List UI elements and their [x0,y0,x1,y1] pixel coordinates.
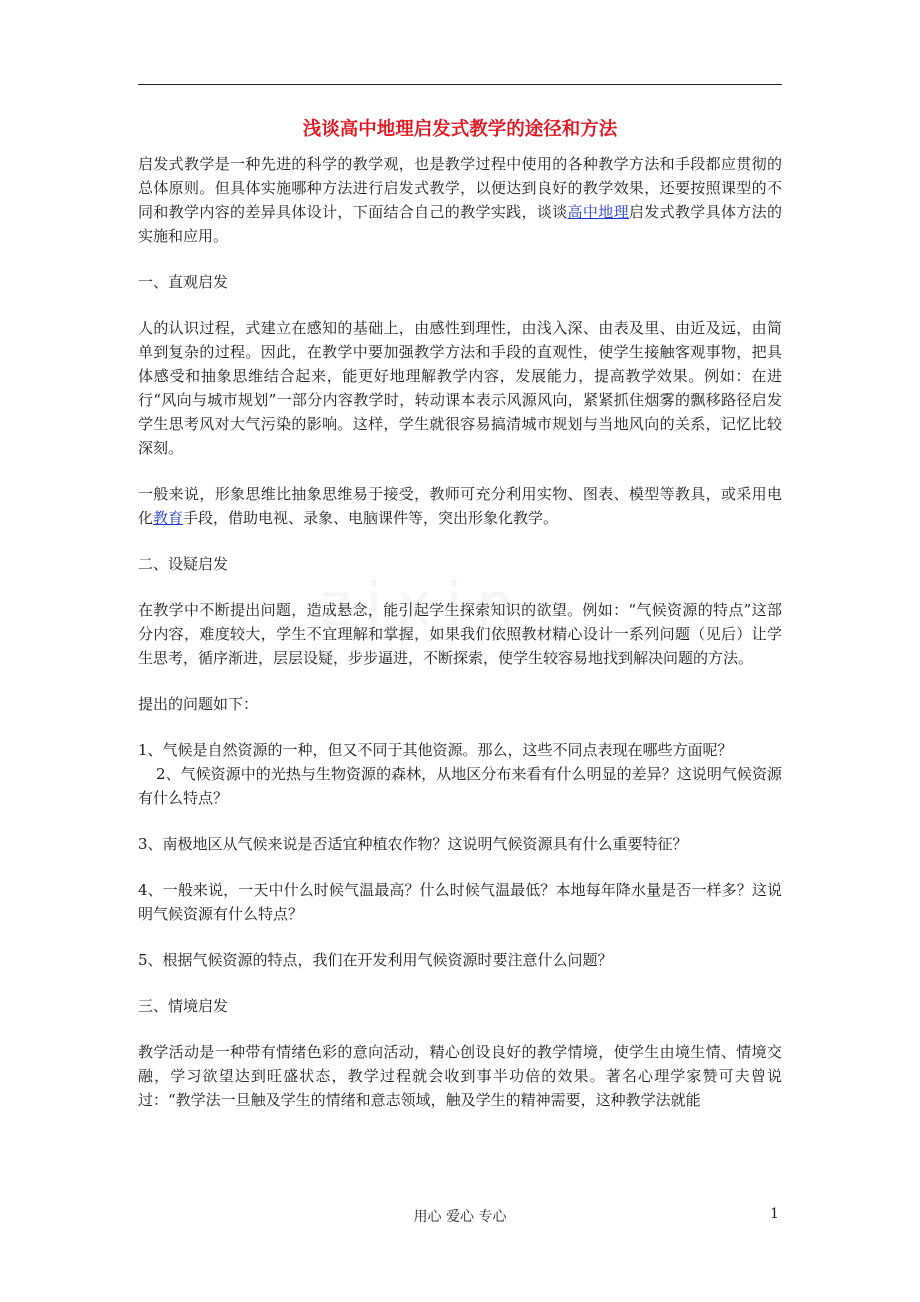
section1-paragraph-1: 人的认识过程，式建立在感知的基础上，由感性到理性，由浅入深、由表及里、由近及远，由简单到复杂的过程。因此，在教学中要加强教学方法和手段的直观性，使学生接触客观事物，把具体感受和抽象思维结合起来，能更好地理解教学内容，发展能力，提高教学效果。例如：在进行“风向与城市规划”一部分内容教学时，转动课本表示风源风向，紧紧抓住烟雾的飘移路径启发学生思考风对大气污染的影响。这样，学生就很容易搞清城市规划与当地风向的关系，记忆比较深刻。 [138,319,782,457]
section-heading-1: 一、直观启发 [138,273,229,291]
intro-paragraph: 启发式教学是一种先进的科学的教学观，也是教学过程中使用的各种教学方法和手段都应贯彻的总体原则。但具体实施哪种方法进行启发式教学，以便达到良好的教学效果，还要按照课型的不同和教学内容的差异具体设计，下面结合自己的教学实践，谈谈高中地理启发式教学具体方法的实施和应用。 [138,155,782,245]
question-2: 2、气候资源中的光热与生物资源的森林，从地区分布来看有什么明显的差异？这说明气候资源有什么特点？ [138,765,782,807]
section3-paragraph-1: 教学活动是一种带有情绪色彩的意向活动，精心创设良好的教学情境，使学生由境生情、情境交融，学习欲望达到旺盛状态，教学过程就会收到事半功倍的效果。著名心理学家赞可夫曾说过：“教学法一旦触及学生的情绪和意志领域，触及学生的精神需要，这种教学法就能 [138,1043,782,1109]
section-heading-2: 二、设疑启发 [138,555,229,573]
section2-paragraph-1: 在教学中不断提出问题，造成悬念，能引起学生探索知识的欲望。例如：“气候资源的特点”这部分内容，难度较大，学生不宜理解和掌握，如果我们依照教材精心设计一系列问题（见后）让学生思考，循序渐进，层层设疑，步步逼进，不断探索，使学生较容易地找到解决问题的方法。 [138,601,782,667]
question-5: 5、根据气候资源的特点，我们在开发利用气候资源时要注意什么问题？ [138,951,613,969]
page-number: 1 [770,1206,779,1222]
section1-paragraph-2: 一般来说，形象思维比抽象思维易于接受，教师可充分利用实物、图表、模型等教具，或采用电化教育手段，借助电视、录象、电脑课件等，突出形象化教学。 [138,485,782,527]
intro-link[interactable]: 高中地理 [567,203,629,221]
header-rule [138,84,782,85]
section-heading-3: 三、情境启发 [138,997,229,1015]
question-4: 4、一般来说，一天中什么时候气温最高？什么时候气温最低？本地每年降水量是否一样多？这说明气候资源有什么特点？ [138,881,782,923]
document-title: 浅谈高中地理启发式教学的途径和方法 [302,119,618,140]
questions-intro: 提出的问题如下： [138,695,259,713]
document-body [138,118,782,1112]
footer-motto: 用心 爱心 专心 [413,1209,507,1225]
education-link[interactable]: 教育 [153,509,184,527]
question-1: 1、气候是自然资源的一种，但又不同于其他资源。那么，这些不同点表现在哪些方面呢？ [138,741,733,759]
question-3: 3、南极地区从气候来说是否适宜种植农作物？这说明气候资源具有什么重要特征？ [138,835,688,853]
